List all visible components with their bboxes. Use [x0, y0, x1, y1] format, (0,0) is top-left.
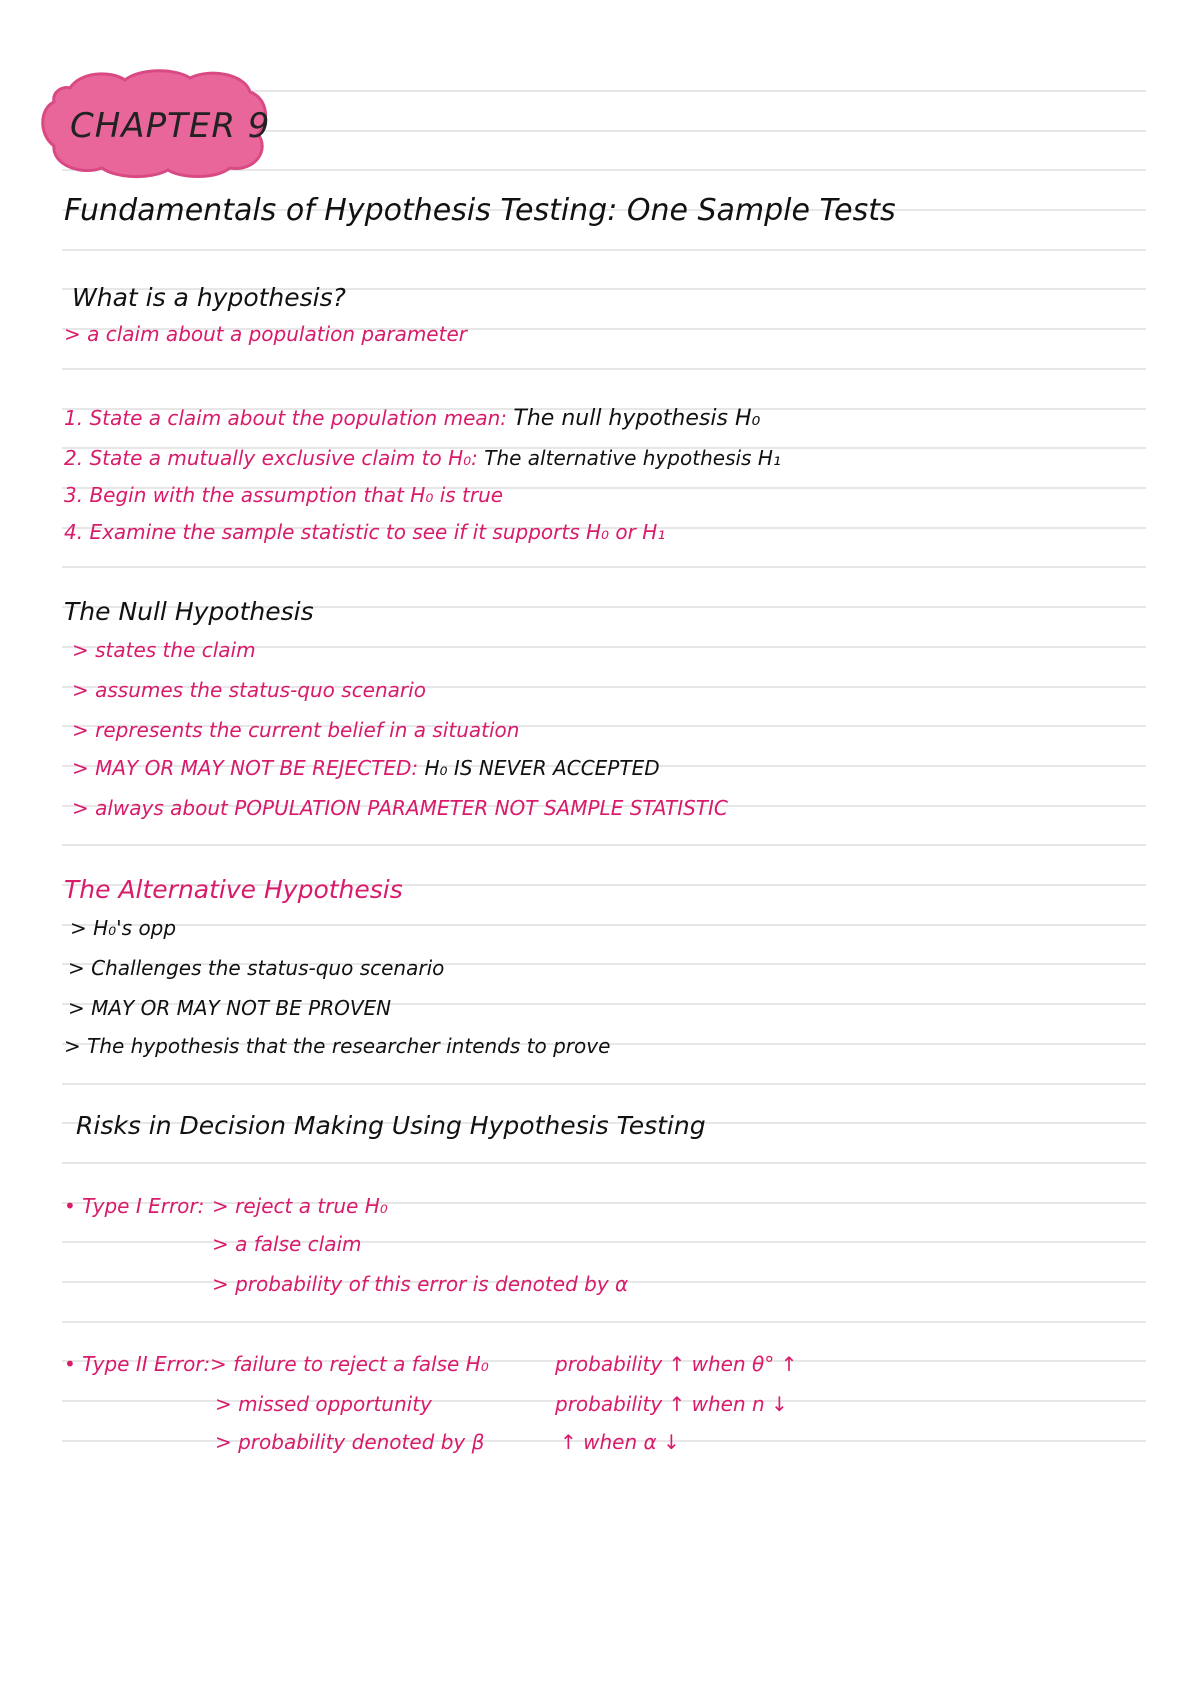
step-3: 3. Begin with the assumption that H₀ is true — [64, 483, 504, 507]
type1-line: > a false claim — [212, 1232, 362, 1256]
null-heading: The Null Hypothesis — [64, 597, 314, 626]
type2-note: ↑ when α ↓ — [560, 1430, 680, 1454]
step-2 — [64, 440, 1144, 476]
step-text: 1. State a claim about the population mean: — [64, 406, 508, 430]
type2-line: > missed opportunity — [215, 1392, 432, 1416]
type2-note: probability ↑ when n ↓ — [555, 1392, 788, 1416]
null-item: > states the claim — [72, 638, 256, 662]
type2-line: > probability denoted by β — [215, 1430, 485, 1454]
null-item: > represents the current belief in a situation — [72, 718, 520, 742]
hypothesis-answer: > a claim about a population parameter — [64, 322, 467, 346]
type1-label: • Type I Error: — [64, 1194, 205, 1218]
type1-line: > probability of this error is denoted by α — [212, 1272, 629, 1296]
step-1 — [64, 400, 1144, 436]
page-subtitle: Fundamentals of Hypothesis Testing: One Sample Tests — [64, 193, 896, 228]
alt-item: > Challenges the status-quo scenario — [68, 956, 445, 980]
type2-note: probability ↑ when θ° ↑ — [555, 1352, 798, 1376]
type1-line: > reject a true H₀ — [212, 1194, 388, 1218]
null-item-rejected — [72, 750, 1152, 786]
step-text: 2. State a mutually exclusive claim to H₀: — [64, 446, 478, 470]
type2-label: • Type II Error: — [64, 1352, 211, 1376]
hypothesis-question: What is a hypothesis? — [72, 283, 346, 312]
null-item: > assumes the status-quo scenario — [72, 678, 426, 702]
alt-item: > H₀'s opp — [70, 916, 177, 940]
alt-heading: The Alternative Hypothesis — [64, 875, 403, 904]
null-item-text: > MAY OR MAY NOT BE REJECTED: — [72, 756, 419, 780]
step-4: 4. Examine the sample statistic to see if it supports H₀ or H₁ — [64, 520, 666, 544]
null-item-extra: H₀ IS NEVER ACCEPTED — [424, 756, 660, 780]
step-label: The alternative hypothesis H₁ — [484, 446, 781, 470]
type2-line: > failure to reject a false H₀ — [210, 1352, 489, 1376]
risks-heading: Risks in Decision Making Using Hypothesis Testing — [76, 1111, 706, 1140]
alt-item: > The hypothesis that the researcher intends to prove — [64, 1034, 611, 1058]
chapter-title: CHAPTER 9 — [70, 106, 271, 146]
step-label: The null hypothesis H₀ — [513, 406, 761, 431]
null-item: > always about POPULATION PARAMETER NOT SAMPLE STATISTIC — [72, 796, 728, 820]
alt-item: > MAY OR MAY NOT BE PROVEN — [68, 996, 392, 1020]
